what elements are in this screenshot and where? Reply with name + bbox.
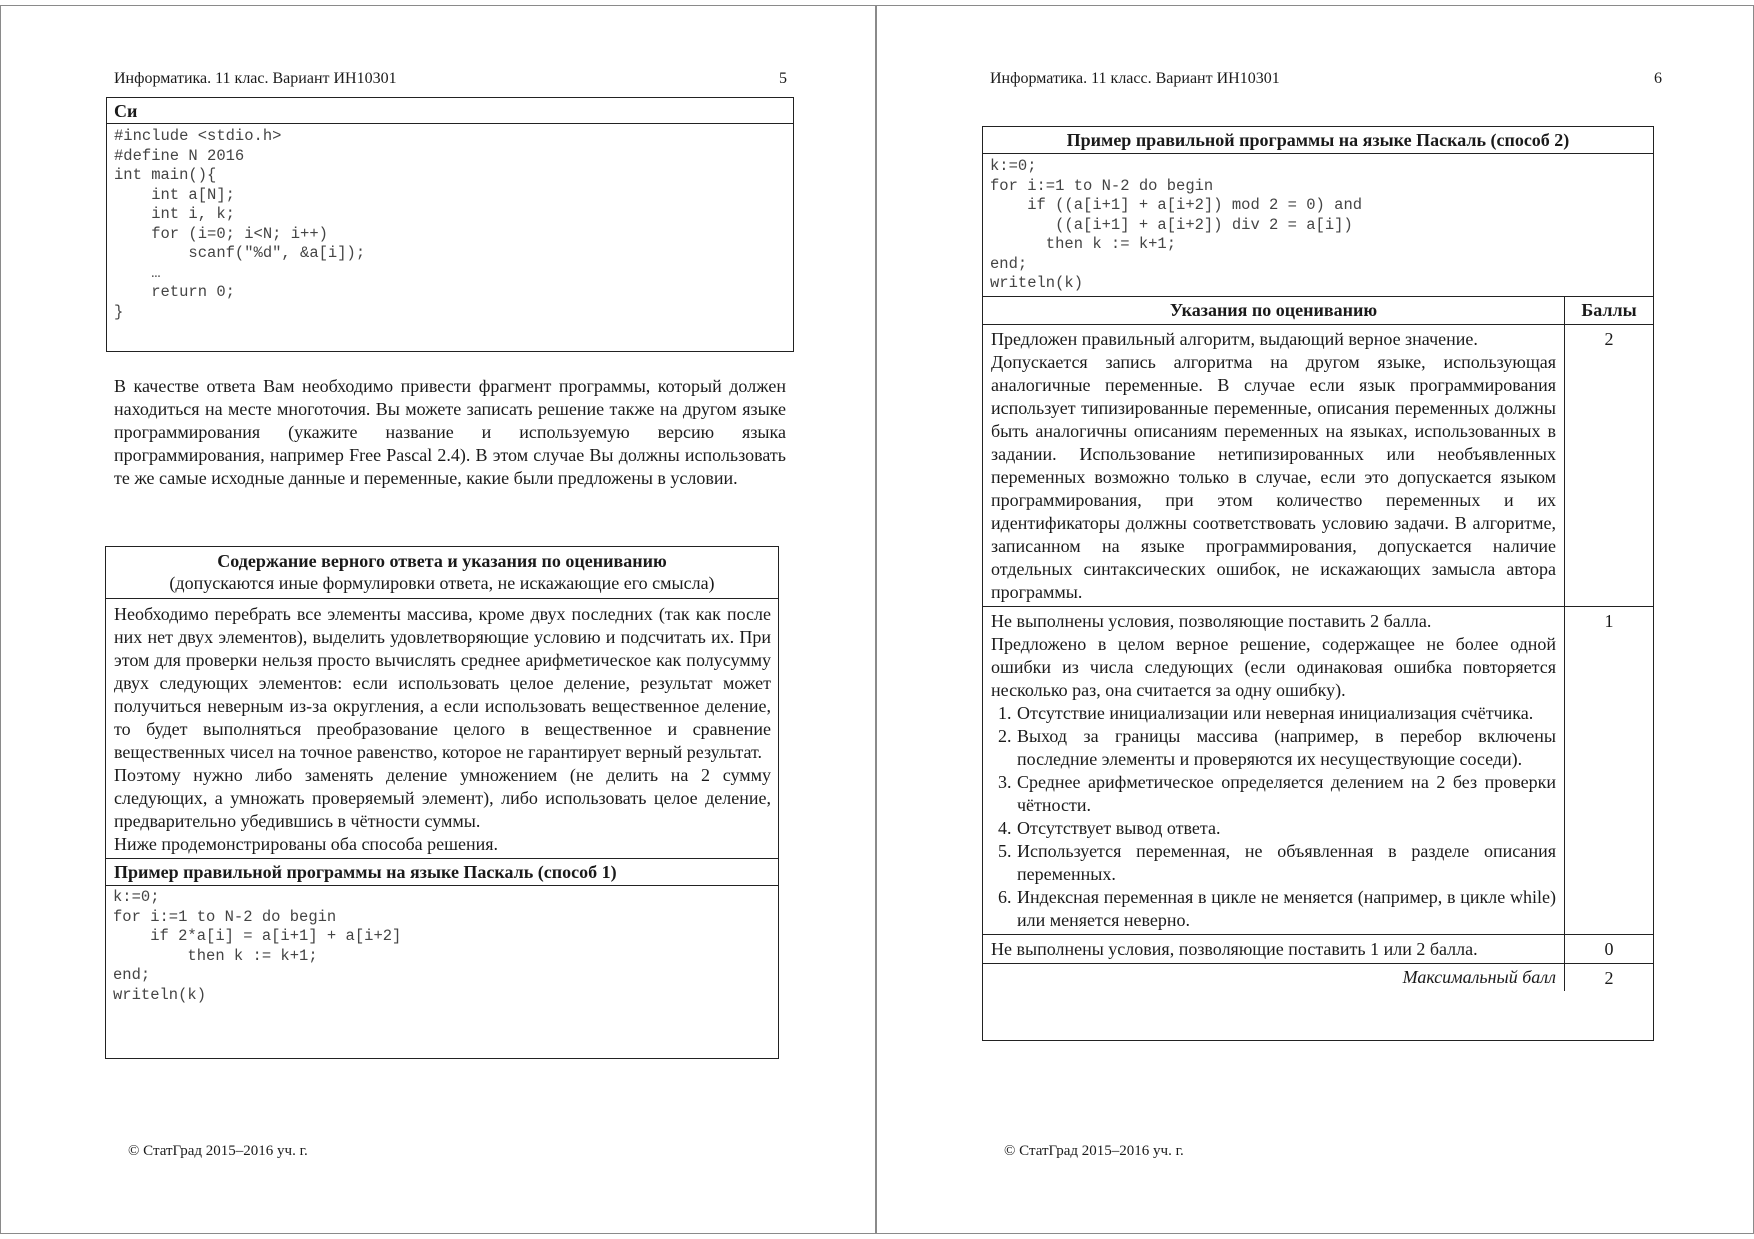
header-title: Информатика. 11 клас. Вариант ИН10301 xyxy=(114,70,397,87)
list-item: 2. Выход за границы массива (например, в перебор включены последние элементы и проверяются их несуществующие соседи). xyxy=(1016,725,1556,771)
max-score-label: Максимальный балл xyxy=(983,963,1565,991)
c-code-block xyxy=(106,97,794,352)
points-column-header: Баллы xyxy=(1565,296,1654,324)
answer-paragraph: Поэтому нужно либо заменять деление умножением (не делить на 2 сумму следующих, а умножать проверяемый элемент), либо использовать целое деление, предварительно убедившись в чётности суммы. xyxy=(114,765,771,831)
c-code: #include <stdio.h> #define N 2016 int main(){ int a[N]; int i, k; for (i=0; i<N; i++) scanf("%d", &a[i]); … return 0; } xyxy=(114,127,366,321)
header-title: Информатика. 11 класс. Вариант ИН10301 xyxy=(990,70,1280,87)
page-header xyxy=(114,70,787,88)
grading-table xyxy=(983,296,1653,991)
answer-box-title xyxy=(106,547,778,599)
criteria-text: Предложен правильный алгоритм, выдающий верное значение. xyxy=(991,328,1478,349)
points-cell: 0 xyxy=(1565,934,1654,963)
answer-box xyxy=(105,546,779,1059)
left-page xyxy=(0,5,876,1234)
list-item: 5. Используется переменная, не объявленная в разделе описания переменных. xyxy=(1016,840,1556,886)
error-list xyxy=(991,702,1556,932)
list-item: 4. Отсутствует вывод ответа. xyxy=(1016,817,1556,840)
page-footer: © СтатГрад 2015–2016 уч. г. xyxy=(128,1143,308,1159)
answer-body xyxy=(106,599,778,858)
right-page xyxy=(876,5,1754,1234)
grading-box xyxy=(982,126,1654,1041)
page-footer: © СтатГрад 2015–2016 уч. г. xyxy=(1004,1143,1184,1159)
criteria-column-header: Указания по оцениванию xyxy=(983,296,1565,324)
page-header xyxy=(990,70,1662,88)
pascal1-code: k:=0; for i:=1 to N-2 do begin if 2*a[i] = a[i+1] + a[i+2] then k := k+1; end; writeln(k) xyxy=(113,888,402,1004)
points-cell: 2 xyxy=(1565,324,1654,606)
page-number: 5 xyxy=(779,70,787,87)
page-number: 6 xyxy=(1654,70,1662,87)
grading-max-row xyxy=(983,963,1653,991)
criteria-cell xyxy=(983,324,1565,606)
list-item: 6. Индексная переменная в цикле не меняется (например, в цикле while) или меняется неверно. xyxy=(1016,886,1556,932)
answer-subtitle: (допускаются иные формулировки ответа, не искажающие его смысла) xyxy=(169,573,715,593)
criteria-cell: Не выполнены условия, позволяющие поставить 1 или 2 балла. xyxy=(983,934,1565,963)
list-item: 1. Отсутствие инициализации или неверная инициализация счётчика. xyxy=(1016,702,1556,725)
grading-row-0 xyxy=(983,934,1653,963)
pascal2-code: k:=0; for i:=1 to N-2 do begin if ((a[i+1] + a[i+2]) mod 2 = 0) and ((a[i+1] + a[i+2]) div 2 = a[i]) then k := k+1; end; writeln(k) xyxy=(990,157,1363,292)
grading-header-row xyxy=(983,296,1653,324)
grading-row-2 xyxy=(983,324,1653,606)
pascal1-title: Пример правильной программы на языке Паскаль (способ 1) xyxy=(106,858,778,886)
points-cell: 1 xyxy=(1565,606,1654,934)
max-score-value: 2 xyxy=(1565,963,1654,991)
criteria-text: Не выполнены условия, позволяющие поставить 2 балла. xyxy=(991,610,1432,631)
list-item: 3. Среднее арифметическое определяется делением на 2 без проверки чётности. xyxy=(1016,771,1556,817)
answer-paragraph: Ниже продемонстрированы оба способа решения. xyxy=(114,834,499,854)
answer-instructions: В качестве ответа Вам необходимо привести фрагмент программы, который должен находиться на месте многоточия. Вы можете записать решение также на другом языке программирования (укажите название и используемую версию языка программирования, например Free Pascal 2.4). В этом случае Вы должны использовать те же самые исходные данные и переменные, какие были предложены в условии. xyxy=(114,376,786,488)
answer-title: Содержание верного ответа и указания по оцениванию xyxy=(217,551,667,571)
criteria-text: Допускается запись алгоритма на другом языке, использующая аналогичные переменные. В случае если язык программирования использует типизированные переменные, описания переменных должны быть аналогичны описаниям переменных на языках, использованных в задании. Использование нетипизированных или необъявленных переменных возможно только в случае, если это допускается языком программирования, при этом количество переменных и их идентификаторы должны соответствовать условию задачи. В алгоритме, записанном на языке программирования, допускается наличие отдельных синтаксических ошибок, не искажающих замысла автора программы. xyxy=(991,351,1556,602)
criteria-text: Предложено в целом верное решение, содержащее не более одной ошибки из числа следующих (если одинаковая ошибка повторяется несколько раз, она считается за одну ошибку). xyxy=(991,633,1556,700)
pascal2-title: Пример правильной программы на языке Паскаль (способ 2) xyxy=(983,127,1653,154)
c-block-title: Си xyxy=(107,98,793,124)
answer-paragraph: Необходимо перебрать все элементы массива, кроме двух последних (так как после них нет двух элементов), выделить удовлетворяющие условию и подсчитать их. При этом для проверки нельзя просто вычислять среднее арифметическое как полусумму двух следующих элементов: если использовать целое деление, результат может получиться неверным из-за округления, а если использовать вещественное деление, то будет выполняться преобразование целого в вещественное и сравнение вещественных чисел на точное равенство, которое не гарантирует верный результат. xyxy=(114,604,771,762)
criteria-cell xyxy=(983,606,1565,934)
grading-row-1 xyxy=(983,606,1653,934)
